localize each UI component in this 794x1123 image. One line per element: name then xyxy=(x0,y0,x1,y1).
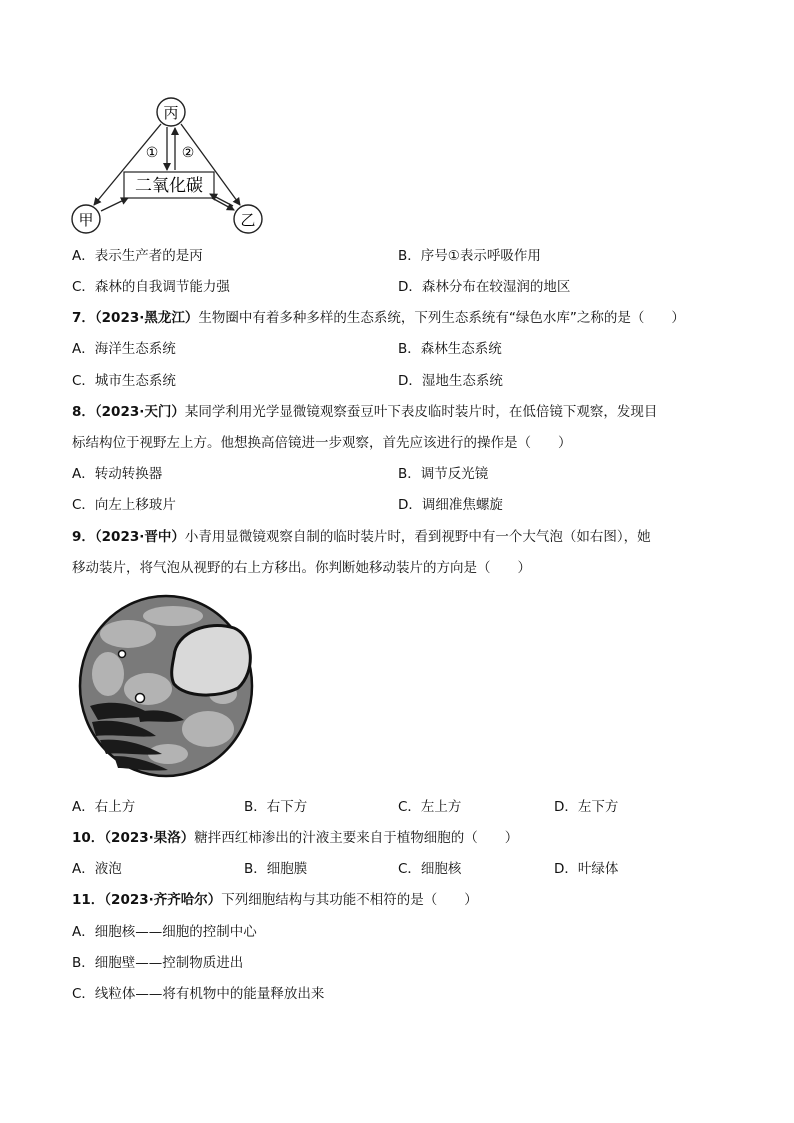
microscope-field-image xyxy=(78,594,254,779)
q9-option-c: C．左上方 xyxy=(398,799,462,815)
q9-option-d: D．左下方 xyxy=(554,799,619,815)
svg-text:丙: 丙 xyxy=(163,104,179,122)
q8-text-1: 某同学利用光学显微镜观察蚕豆叶下表皮临时装片时，在低倍镜下观察，发现目 xyxy=(184,404,658,420)
q11-stem xyxy=(72,890,478,910)
q9-stem-line1 xyxy=(72,527,651,547)
q7-option-b: B．森林生态系统 xyxy=(398,341,502,357)
q11-option-a: A．细胞核——细胞的控制中心 xyxy=(72,924,257,940)
q7-option-c: C．城市生态系统 xyxy=(72,373,176,389)
carbon-cycle-diagram xyxy=(66,94,276,239)
svg-text:乙: 乙 xyxy=(240,211,256,229)
q7-option-a: A．海洋生态系统 xyxy=(72,341,176,357)
q9-text-1: 小青用显微镜观察自制的临时装片时，看到视野中有一个大气泡（如右图），她 xyxy=(184,529,651,545)
label-2: ② xyxy=(181,145,195,161)
q11-text: 下列细胞结构与其功能不相符的是（ ） xyxy=(221,892,478,908)
q9-number: 9． xyxy=(72,529,95,545)
label-1: ① xyxy=(145,145,159,161)
q8-number: 8． xyxy=(72,404,95,420)
co2-box xyxy=(124,172,214,198)
q11-option-c: C．线粒体——将有机物中的能量释放出来 xyxy=(72,986,325,1002)
arrow-jia-to-co2 xyxy=(101,198,128,211)
q8-option-c: C．向左上移玻片 xyxy=(72,497,176,513)
q11-source: （2023·齐齐哈尔） xyxy=(104,892,222,908)
q8-option-b: B．调节反光镜 xyxy=(398,466,489,482)
q10-source: （2023·果洛） xyxy=(104,830,195,846)
q10-option-d: D．叶绿体 xyxy=(554,861,619,877)
node-bing xyxy=(157,98,185,126)
q6-option-a: A．表示生产者的是丙 xyxy=(72,248,203,264)
svg-text:甲: 甲 xyxy=(78,211,94,229)
q9-option-b: B．右下方 xyxy=(244,799,308,815)
q7-option-d: D．湿地生态系统 xyxy=(398,373,503,389)
q10-option-a: A．液泡 xyxy=(72,861,122,877)
q11-option-b: B．细胞壁——控制物质进出 xyxy=(72,955,244,971)
q8-source: （2023·天门） xyxy=(94,404,185,420)
q6-option-c: C．森林的自我调节能力强 xyxy=(72,279,230,295)
q10-text: 糖拌西红柿渗出的汁液主要来自于植物细胞的（ ） xyxy=(194,830,519,846)
q10-number: 10． xyxy=(72,830,105,846)
q8-option-a: A．转动转换器 xyxy=(72,466,163,482)
svg-text:二氧化碳: 二氧化碳 xyxy=(135,176,203,196)
q7-number: 7． xyxy=(72,310,95,326)
q10-stem xyxy=(72,828,518,848)
q9-option-a: A．右上方 xyxy=(72,799,136,815)
q11-number: 11． xyxy=(72,892,105,908)
q7-stem xyxy=(72,308,685,328)
q6-option-d: D．森林分布在较湿润的地区 xyxy=(398,279,571,295)
arrow-yi-to-co2 xyxy=(210,194,233,206)
q10-option-b: B．细胞膜 xyxy=(244,861,308,877)
q8-stem-line1 xyxy=(72,402,657,422)
q7-text: 生物圈中有着多种多样的生态系统，下列生态系统有“绿色水库”之称的是（ ） xyxy=(198,310,685,326)
arrow-co2-to-yi xyxy=(212,198,234,210)
q8-stem-line2: 标结构位于视野左上方。他想换高倍镜进一步观察，首先应该进行的操作是（ ） xyxy=(72,435,572,451)
node-yi xyxy=(234,205,262,233)
q9-stem-line2: 移动装片，将气泡从视野的右上方移出。你判断她移动装片的方向是（ ） xyxy=(72,560,531,576)
q6-option-b: B．序号①表示呼吸作用 xyxy=(398,248,541,264)
q10-option-c: C．细胞核 xyxy=(398,861,462,877)
q9-source: （2023·晋中） xyxy=(94,529,185,545)
node-jia xyxy=(72,205,100,233)
q7-source: （2023·黑龙江） xyxy=(94,310,199,326)
q8-option-d: D．调细准焦螺旋 xyxy=(398,497,503,513)
